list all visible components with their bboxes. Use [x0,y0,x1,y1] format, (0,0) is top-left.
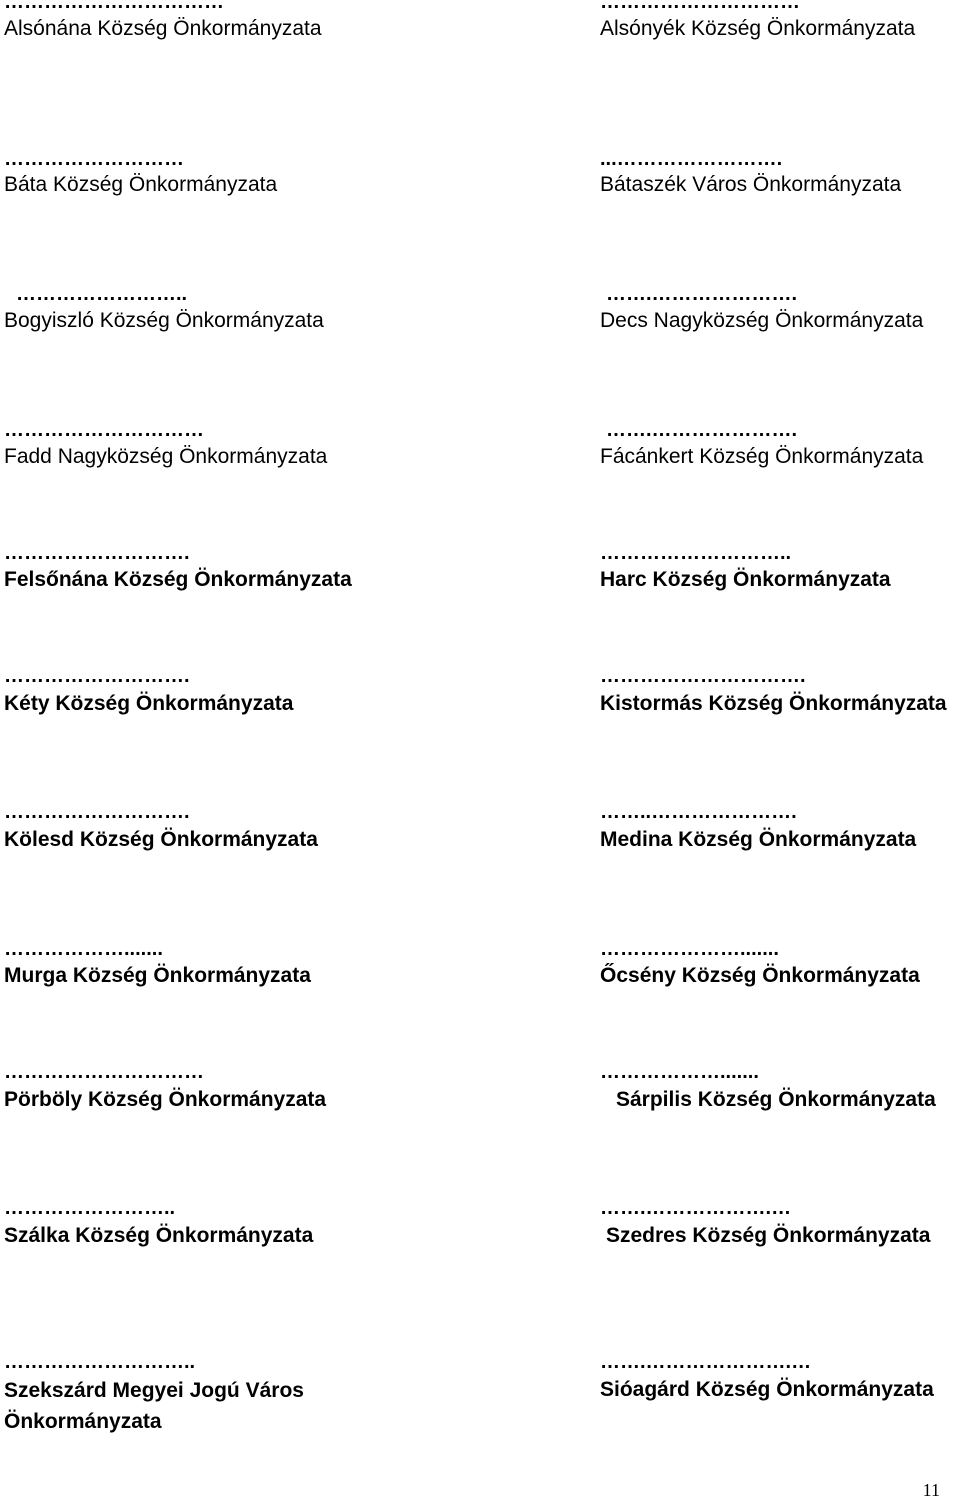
signature-line-bogyiszlo: …………………….. [16,283,188,305]
signature-line-alsonana: …………………………… [4,0,224,13]
signature-line-szedres: …….……………….… [600,1197,792,1219]
signature-line-kistormas: …………………………. [600,665,806,687]
signatory-kistormas: Kistormás Község Önkormányzata [600,692,947,715]
signature-line-bata: ……………………… [4,148,184,170]
signature-line-kety: ………………………. [4,665,190,687]
signature-line-porboly: ………………………… [4,1061,204,1083]
signature-line-murga: ………………....... [4,938,163,960]
signatory-ocseny: Őcsény Község Önkormányzata [600,964,920,987]
signatory-porboly: Pörböly Község Önkormányzata [4,1088,327,1111]
signatory-alsonana: Alsónána Község Önkormányzata [4,17,322,40]
signature-line-harc: ……………………….. [600,542,792,564]
signature-line-sioagard: …….………………….… [600,1351,812,1373]
signatory-felsonana: Felsőnána Község Önkormányzata [4,568,352,591]
signatory-sarpilis: Sárpilis Község Önkormányzata [616,1088,936,1111]
signatory-bata: Báta Község Önkormányzata [4,173,278,196]
page-number: 11 [922,1480,940,1500]
signatory-kolesd: Kölesd Község Önkormányzata [4,828,318,851]
signature-line-szalka: …………………….. [4,1197,176,1219]
signature-line-ocseny: …………………....... [600,938,779,960]
signature-line-fadd: ………………………… [4,419,204,441]
signatory-szekszard: Szekszárd Megyei Jogú Város Önkormányzata [4,1379,304,1433]
signature-line-bataszek: ...……………………. [600,148,783,170]
signature-line-medina: ……..…………………. [600,801,797,823]
signatory-facankert: Fácánkert Község Önkormányzata [600,445,924,468]
signatory-harc: Harc Község Önkormányzata [600,568,891,591]
signatory-szalka: Szálka Község Önkormányzata [4,1224,314,1247]
signatory-sioagard: Sióagárd Község Önkormányzata [600,1378,934,1401]
signature-line-szekszard: ……………………….. [4,1351,196,1373]
signature-line-sarpilis: ………………....... [600,1061,759,1083]
signature-line-facankert: …….…………………. [606,419,798,441]
signature-line-alsonyek: ………………………… [600,0,800,13]
signatory-alsonyek: Alsónyék Község Önkormányzata [600,17,916,40]
signatory-kety: Kéty Község Önkormányzata [4,692,294,715]
signature-line-decs: …….…………………. [606,283,798,305]
signatory-bataszek: Bátaszék Város Önkormányzata [600,173,902,196]
signatory-decs: Decs Nagyközség Önkormányzata [600,309,924,332]
signatory-szedres: Szedres Község Önkormányzata [606,1224,931,1247]
signatory-medina: Medina Község Önkormányzata [600,828,917,851]
signatory-murga: Murga Község Önkormányzata [4,964,311,987]
signatory-bogyiszlo: Bogyiszló Község Önkormányzata [4,309,324,332]
signatory-fadd: Fadd Nagyközség Önkormányzata [4,445,328,468]
signature-line-felsonana: ………………………. [4,542,190,564]
signature-line-kolesd: ………………………. [4,801,190,823]
